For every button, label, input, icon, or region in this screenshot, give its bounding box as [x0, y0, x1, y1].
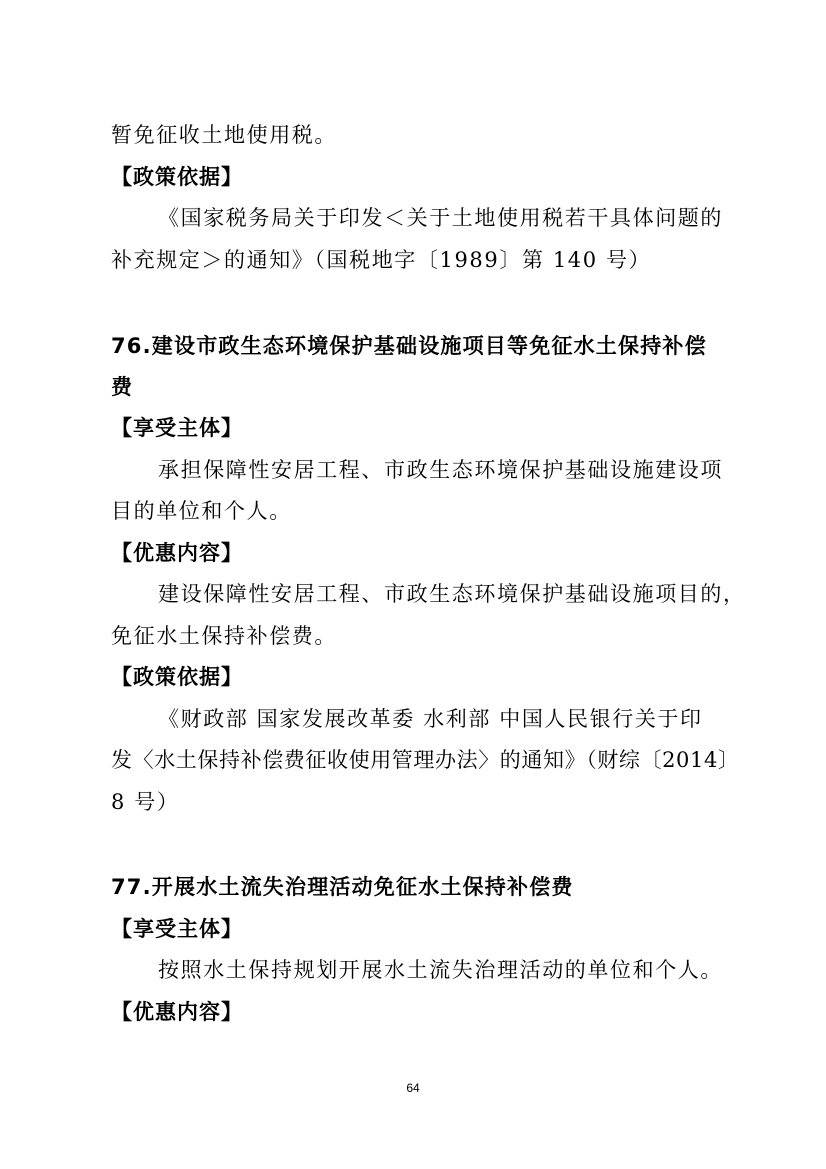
body-text: 免征水土保持补偿费。 — [111, 624, 337, 648]
body-text: 建设保障性安居工程、市政生态环境保护基础设施项目的， — [158, 582, 746, 606]
section-label-benefit-content: 【优惠内容】 — [111, 541, 243, 565]
body-text: 暂免征收土地使用税。 — [111, 123, 337, 147]
body-text: 发〈水土保持补偿费征收使用管理办法〉的通知》（财综〔2014〕 — [111, 748, 740, 772]
page-number: 64 — [406, 1081, 420, 1095]
body-text: 承担保障性安居工程、市政生态环境保护基础设施建设项 — [158, 458, 723, 482]
section-label-policy-basis: 【政策依据】 — [111, 665, 243, 689]
section-label-beneficiary: 【享受主体】 — [111, 917, 243, 941]
body-text: 按照水土保持规划开展水土流失治理活动的单位和个人。 — [158, 958, 723, 982]
body-text: 8 号） — [111, 790, 180, 814]
body-text: 《国家税务局关于印发＜关于土地使用税若干具体问题的 — [158, 206, 723, 230]
item-heading-77: 77.开展水土流失治理活动免征水土保持补偿费 — [111, 875, 574, 899]
item-heading-76-cont: 费 — [111, 375, 134, 399]
body-text: 目的单位和个人。 — [111, 499, 292, 523]
section-label-benefit-content: 【优惠内容】 — [111, 1000, 243, 1024]
body-text: 补充规定＞的通知》（国税地字〔1989〕第 140 号） — [111, 248, 652, 272]
body-text: 《财政部 国家发展改革委 水利部 中国人民银行关于印 — [158, 707, 703, 731]
section-label-policy-basis: 【政策依据】 — [111, 165, 243, 189]
section-label-beneficiary: 【享受主体】 — [111, 416, 243, 440]
item-heading-76: 76.建设市政生态环境保护基础设施项目等免征水土保持补偿 — [111, 334, 707, 358]
